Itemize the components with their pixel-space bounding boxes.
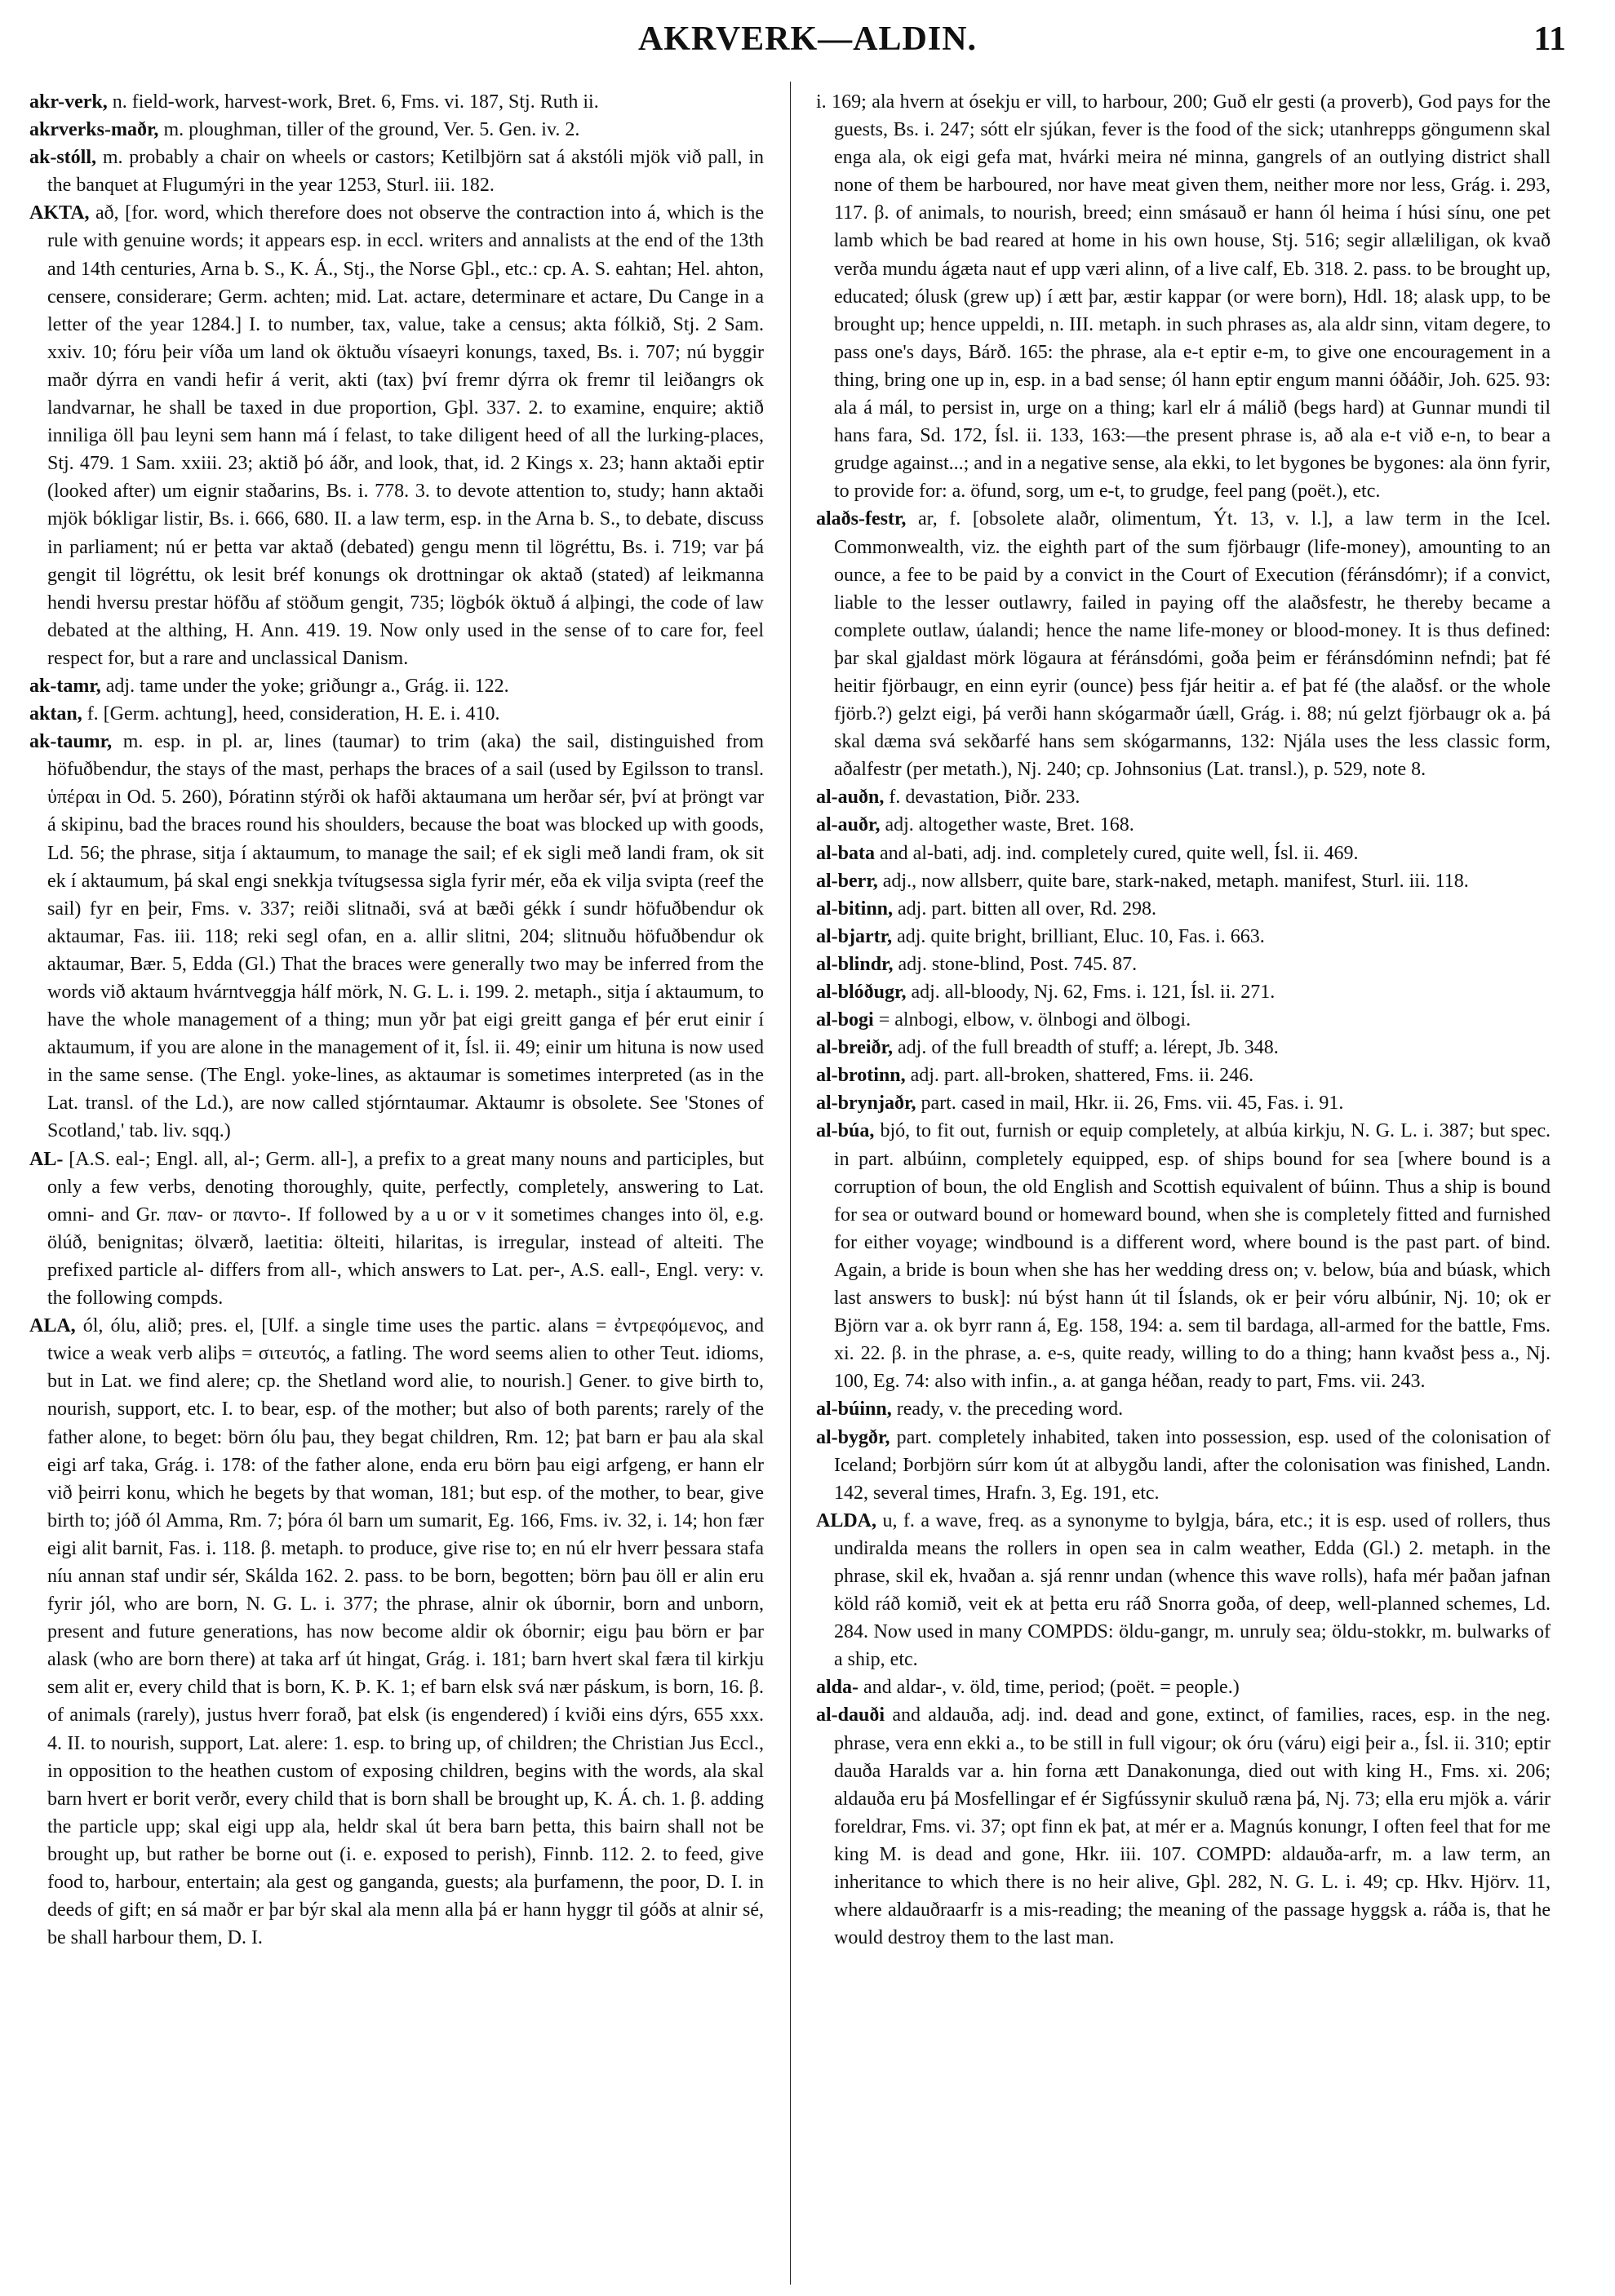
entry-headword: ak-stóll, <box>29 147 97 169</box>
entry-text: adj. altogether waste, Bret. 168. <box>880 814 1134 836</box>
entry-headword: ALDA, <box>816 1509 877 1531</box>
dictionary-entry <box>816 1062 1551 1089</box>
entry-text: and aldar-, v. öld, time, period; (poët. = people.) <box>859 1677 1240 1699</box>
entry-headword: al-auðn, <box>816 787 885 809</box>
dictionary-entry <box>816 840 1551 867</box>
dictionary-entry <box>816 867 1551 895</box>
dictionary-entry <box>29 700 764 728</box>
entry-text: að, [for. word, which therefore does not observe the contraction into á, which is the rule with genuine words; it appears esp. in eccl. writers and annalists at the end of the 13th and 14th centuries, Arna b. S., K. Á., Stj., the Norse Gþl., etc.: cp. A. S. eahtan; Hel. ahton, censere, considerare; Germ. achten; mid. Lat. actare, determinare et actare, Du Cange in a letter of the year 1284.] I. to number, tax, value, take a census; akta fólkið, Stj. 2 Sam. xxiv. 10; fóru þeir víða um land ok öktuðu vísaeyri konungs, taxed, Bs. i. 707; nú byggir maðr dýrra en vandi hefir á verit, akti (tax) því fremr dýrra ok fremr til leiðangrs ok landvarnar, he shall be taxed in due proportion, Gþl. 337. 2. to examine, enquire; aktið inniliga öll þau leyni sem hann má í felast, to take diligent heed of all the lurking-places, Stj. 479. 1 Sam. xxiii. 23; aktið þó áðr, and look, that, id. 2 Kings x. 23; hann aktaði eptir (looked after) um eignir staðarins, Bs. i. 778. 3. to devote attention to, study; hann aktaði mjök bókligar listir, Bs. i. 666, 680. II. a law term, esp. in the Arna b. S., to debate, discuss in parliament; nú er þetta var aktað (debated) gengu menn til lögréttu, Bs. i. 719; var þá gengit til lögréttu, ok lesit bréf konungs ok drottningar ok aktað (stated) af leikmanna hendi hversu prestar höfðu af stöðum gengit, 735; lögbók öktuð á alþingi, the code of law debated at the althing, H. Ann. 419. 19. Now only used in the sense of to care for, feel respect for, but a rare and unclassical Danism. <box>47 202 764 669</box>
entry-text: ar, f. [obsolete alaðr, olimentum, Ýt. 13, v. l.], a law term in the Icel. Commonwealth, viz. the eighth part of the sum fjörbaugr (life-money), amounting to an ounce, a fee to be paid by a convict in the Court of Execution (féránsdómr); if a convict, liable to the lesser outlawry, failed in paying off the alaðsfestr, he thereby became a complete outlaw, úalandi; hence the name life-money or blood-money. It is thus defined: þar skal gjaldast mörk lögaura at féránsdómi, goða þeim er féránsdóminn nefndi; þat fé heitir fjörbaugr, en einn eyrir (ounce) þess fjár heitir a. ef þat fé (the alaðsf. or the whole fjörb.?) gelzt eigi, þá verði hann skógarmaðr úæll, Grág. i. 88; nú gelzt fjörbaugr ok a. þá skal dæma svá sekðarfé hans sem skógarmanns, 132: Njála uses the less classic form, aðalfestr (per metath.), Nj. 240; cp. Johnsonius (Lat. transl.), p. 529, note 8. <box>834 508 1551 781</box>
entry-headword: akr-verk, <box>29 91 108 113</box>
entry-text: ready, v. the preceding word. <box>891 1398 1124 1421</box>
entry-text: and al-bati, adj. ind. completely cured, quite well, Ísl. ii. 469. <box>875 842 1359 864</box>
entry-text: u, f. a wave, freq. as a synonyme to bylgja, bára, etc.; it is esp. used of rollers, thus undiralda means the rollers in open sea in calm weather, Edda (Gl.) 2. metaph. in the phrase, skil ek, hvaðan a. sjá rennr undan (whence this wave rolls), hafa mér þaðan jafnan köld ráð komið, veit ek at þetta eru ráð Snorra goða, of deep, well-planned schemes, Ld. 284. Now used in many COMPDS: öldu-gangr, m. unruly sea; öldu-stokkr, m. bulwarks of a ship, etc. <box>834 1509 1551 1671</box>
entry-headword: alda- <box>816 1677 859 1699</box>
dictionary-entry <box>29 1146 764 1313</box>
left-column <box>29 88 764 2275</box>
dictionary-entry <box>29 672 764 700</box>
entry-headword: al-breiðr, <box>816 1037 893 1059</box>
dictionary-entry <box>816 1089 1551 1117</box>
dictionary-entry <box>816 1117 1551 1395</box>
dictionary-entry <box>816 1424 1551 1507</box>
dictionary-entry <box>816 1006 1551 1034</box>
dictionary-entry <box>816 978 1551 1006</box>
entry-headword: akrverks-maðr, <box>29 119 159 141</box>
dictionary-entry <box>816 783 1551 811</box>
entry-text: adj. stone-blind, Post. 745. 87. <box>893 953 1138 975</box>
entry-text: adj. of the full breadth of stuff; a. lérept, Jb. 348. <box>893 1037 1279 1059</box>
entry-text: adj. quite bright, brilliant, Eluc. 10, Fas. i. 663. <box>892 925 1265 947</box>
entry-text: m. probably a chair on wheels or castors; Ketilbjörn sat á akstóli mjök við pall, in the banquet at Flugumýri in the year 1253, Sturl. iii. 182. <box>47 147 764 197</box>
column-divider <box>790 82 791 2285</box>
right-column <box>816 88 1551 2275</box>
dictionary-entry <box>816 923 1551 951</box>
dictionary-entry <box>816 951 1551 978</box>
dictionary-entry <box>29 199 764 672</box>
dictionary-entry <box>816 505 1551 783</box>
entry-headword: al-búinn, <box>816 1398 892 1421</box>
entry-text: = alnbogi, elbow, v. ölnbogi and ölbogi. <box>873 1009 1191 1031</box>
entry-text: adj. all-bloody, Nj. 62, Fms. i. 121, Ísl. ii. 271. <box>906 982 1276 1003</box>
entry-headword: al-bjartr, <box>816 925 893 947</box>
page-header <box>49 20 1566 69</box>
entry-headword: al-blóðugr, <box>816 982 907 1003</box>
entry-text: m. ploughman, tiller of the ground, Ver. 5. Gen. iv. 2. <box>158 119 580 141</box>
dictionary-entry <box>816 1701 1551 1952</box>
dictionary-entry <box>816 895 1551 923</box>
dictionary-entry <box>816 1395 1551 1423</box>
entry-text: part. completely inhabited, taken into possession, esp. used of the colonisation of Iceland; Þorbjörn súrr kom út at albygðu landi, after the colonisation was finished, Landn. 142, several times, Hrafn. 3, Eg. 191, etc. <box>834 1426 1551 1504</box>
dictionary-entry <box>816 1034 1551 1062</box>
dictionary-entry <box>816 1673 1551 1701</box>
entry-headword: alaðs-festr, <box>816 508 907 530</box>
entry-text: adj., now allsberr, quite bare, stark-naked, metaph. manifest, Sturl. iii. 118. <box>877 870 1469 892</box>
entry-text: i. 169; ala hvern at ósekju er vill, to harbour, 200; Guð elr gesti (a proverb), God pays for the guests, Bs. i. 247; sótt elr sjúkan, fever is the food of the sick; utanhrepps göngumenn skal enga ala, ok eigi gefa mat, hvárki meira né minna, gangrels of an outlying district shall none of them be harboured, nor have meat given them, neither more nor less, Grág. i. 293, 117. β. of animals, to nourish, breed; einn smásauð er hann ól heima í húsi sínu, one pet lamb which be bad reared at home in his own house, Stj. 516; segir allæliligan, ok kvað verða mundu ágæta naut ef upp væri alinn, of a live calf, Eb. 318. 2. pass. to be brought up, educated; ólusk (grew up) í ætt þar, æstir kappar (or were born), Hdl. 18; alask upp, to be brought up; hence uppeldi, n. III. metaph. in such phrases as, ala aldr sinn, vitam degere, to pass one's days, Bárð. 165: the phrase, ala e-t eptir e-m, to give one encouragement in a thing, bring one up in, esp. in a bad sense; ól hann eptir engum manni óðáðir, Joh. 625. 93: ala á mál, to persist in, urge on a thing; karl elr á málið (begs hard) at Gunnar mundi til hans fara, Sd. 172, Ísl. ii. 133, 163:—the present phrase is, að ala e-t við e-n, to bear a grudge against...; and in a negative sense, ala ekki, to let bygones be bygones: ala önn fyrir, to provide for: a. öfund, sorg, um e-t, to grudge, feel pang (poët.), etc. <box>816 91 1551 503</box>
running-head: AKRVERK—ALDIN. <box>637 20 978 58</box>
entry-headword: AL- <box>29 1148 64 1170</box>
dictionary-entry <box>29 88 764 116</box>
entry-text: part. cased in mail, Hkr. ii. 26, Fms. vii. 45, Fas. i. 91. <box>916 1093 1344 1115</box>
entry-text: and aldauða, adj. ind. dead and gone, extinct, of families, races, esp. in the neg. phrase, vera enn ekki a., to be still in full vigour; ok óru (váru) eigi þeir a., Ísl. ii. 310; eptir dauða Haralds var a. hin forna ætt Danakonunga, died out with king H., Fms. xi. 206; aldauða eru þá Mosfellingar ef ér Sigfússynir skuluð ræna þá, Nj. 73; ella eru mjök a. várir foreldrar, Fms. vi. 37; opt finn ek þat, at mér er a. Magnús konungr, I often feel that for me king M. is dead and gone, Hkr. iii. 107. COMPD: aldauða-arfr, m. a law term, an inheritance to which there is no heir alive, Gþl. 282, N. G. L. i. 49; cp. Hkv. Hjörv. 11, where aldauðraarfr is a mis-reading; the meaning of the passage hyggsk a. ráða is, that he would destroy them to the last man. <box>834 1704 1551 1949</box>
entry-headword: al-dauði <box>816 1704 885 1726</box>
entry-text: adj. part. all-broken, shattered, Fms. ii. 246. <box>905 1065 1254 1087</box>
dictionary-entry <box>29 144 764 199</box>
page-number: 11 <box>1533 20 1566 58</box>
entry-headword: al-bata <box>816 842 875 864</box>
dictionary-entry <box>29 116 764 144</box>
dictionary-entry <box>816 88 1551 505</box>
entry-text: n. field-work, harvest-work, Bret. 6, Fms. vi. 187, Stj. Ruth ii. <box>107 91 599 113</box>
dictionary-entry <box>816 1507 1551 1674</box>
entry-text: m. esp. in pl. ar, lines (taumar) to trim (aka) the sail, distinguished from höfuðbendur, the stays of the mast, perhaps the braces of a sail (used by Egilsson to transl. ὑπέραι in Od. 5. 260), Þóratinn stýrði ok hafði aktaumana um herðar sér, því at þröngt var á skipinu, bad the braces round his shoulders, because the boat was blocked up with goods, Ld. 56; the phrase, sitja í aktaumum, to manage the sail; ef ek sigli með landi fram, ok sit ek í aktaumum, þá skal engi snekkja tvítugsessa sigla fyrir mér, eða ek vilja svipta (reef the sail) fyr en þeir, Fms. v. 337; reiði slitnaði, svá at bæði gékk í sundr höfuðbendur ok aktaumar, Fas. iii. 118; reki segl ofan, en a. allir slitni, 204; slitnuðu höfuðbendur ok aktaumar, Bær. 5, Edda (Gl.) That the braces were generally two may be inferred from the words við aktaum hvárntveggja hálf mörk, N. G. L. i. 199. 2. metaph., sitja í aktaumum, to have the whole management of a thing; mun yðr þat eigi greitt ganga ef þér erut einir í aktaumum, if you are alone in the management of it, Ísl. ii. 49; einir um hituna is now used in the same sense. (The Engl. yoke-lines, as aktaumar is sometimes interpreted (as in the Lat. transl. of the Ld.), are now called stjórntaumar. Aktaumr is obsolete. See 'Stones of Scotland,' tab. liv. sqq.) <box>47 731 764 1142</box>
entry-headword: al-berr, <box>816 870 878 892</box>
entry-text: adj. tame under the yoke; griðungr a., Grág. ii. 122. <box>100 675 509 697</box>
entry-headword: al-bitinn, <box>816 898 894 920</box>
entry-text: f. [Germ. achtung], heed, consideration, H. E. i. 410. <box>82 703 500 725</box>
entry-headword: al-brotinn, <box>816 1065 906 1087</box>
entry-text: f. devastation, Þiðr. 233. <box>884 787 1080 809</box>
entry-headword: al-brynjaðr, <box>816 1093 916 1115</box>
dictionary-entry <box>816 811 1551 839</box>
entry-headword: aktan, <box>29 703 82 725</box>
entry-headword: ALA, <box>29 1315 76 1337</box>
entry-text: [A.S. eal-; Engl. all, al-; Germ. all-], a prefix to a great many nouns and participles, but only a few verbs, denoting thoroughly, quite, perfectly, completely, answering to Lat. omni- and Gr. παν- or παντο-. If followed by a u or v it sometimes changes into öl, e.g. ölúð, benignitas; ölværð, laetitia: ölteiti, hilaritas, is irregular, instead of alteiti. The prefixed particle al- differs from all-, which answers to Lat. per-, A.S. eall-, Engl. very: v. the following compds. <box>47 1148 764 1310</box>
entry-headword: ak-taumr, <box>29 731 113 753</box>
entry-headword: al-blindr, <box>816 953 894 975</box>
entry-headword: al-auðr, <box>816 814 881 836</box>
entry-text: bjó, to fit out, furnish or equip completely, at albúa kirkju, N. G. L. i. 387; but spec. in part. albúinn, completely equipped, esp. of ships bound for sea [where bound is a corruption of boun, the old English and Scottish equivalent of búinn. Thus a ship is bound for sea or outward bound or homeward bound, when she is completely fitted and furnished for either voyage; windbound is a different word, where bound is the past part. of bind. Again, a bride is boun when she has her wedding dress on; v. below, búa and búask, which last answers to busk]: nú býst hann út til Íslands, ok er þeir vóru albúnir, Nj. 10; ok er Björn var a. ok byrr rann á, Eg. 158, 194: a. sem til bardaga, all-armed for the battle, Fms. xi. 22. β. in the phrase, a. e-s, quite ready, willing to do a thing; hann kvaðst þess a., Nj. 100, Eg. 74: also with infin., a. at ganga héðan, ready to part, Fms. vii. 243. <box>834 1120 1551 1393</box>
entry-text: adj. part. bitten all over, Rd. 298. <box>893 898 1156 920</box>
entry-headword: ak-tamr, <box>29 675 101 697</box>
entry-headword: al-bogi <box>816 1009 874 1031</box>
entry-headword: AKTA, <box>29 202 90 224</box>
dictionary-entry <box>29 1312 764 1952</box>
entry-text: ól, ólu, alið; pres. el, [Ulf. a single time uses the partic. alans = ἐντρεφόμενος, and twice a weak verb aliþs = σιτευτός, a fatling. The word seems alien to other Teut. idioms, but in Lat. we find alere; cp. the Shetland word alie, to nourish.] Gener. to give birth to, nourish, support, etc. I. to bear, esp. of the mother; but also of both parents; rarely of the father alone, to beget: börn ólu þau, they begat children, Rm. 12; þat barn er þau ala skal eigi arf taka, Grág. i. 178: of the father alone, enda eru börn þau eigi arfgeng, er hann elr við þeirri konu, which he begets by that woman, 181; but esp. of the mother, to bear, give birth to; jóð ól Amma, Rm. 7; þóra ól barn um sumarit, Eg. 166, Fms. iv. 32, i. 14; hon fær eigi alit barnit, Fas. i. 118. β. metaph. to produce, give rise to; en nú elr hverr þessara stafa níu annan staf undir sér, Skálda 162. 2. pass. to be born, begotten; börn þau öll er alin eru fyrir jól, who are born, N. G. L. i. 377; the phrase, alnir ok úbornir, born and unborn, present and future generations, has now become aldir ok óbornir; eigu þau börn er þar alask (who are born there) at taka arf út hingat, Grág. i. 181; barn hvert skal færa til kirkju sem alit er, every child that is born, K. Þ. K. 1; ef barn elsk svá nær páskum, is born, 16. β. of animals (rarely), justus hverr forað, þat elsk (is engendered) í kviði eins dýrs, 655 xxx. 4. II. to nourish, support, Lat. alere: 1. esp. to bring up, of children; the Christian Jus Eccl., in opposition to the heathen custom of exposing children, begins with the words, ala skal barn hvert er borit verðr, every child that is born shall be brought up, K. Á. ch. 1. β. adding the particle upp; skal eigi upp ala, heldr skal út bera barn þetta, this bairn shall not be brought up, but rather be borne out (i. e. exposed to perish), Finnb. 112. 2. to feed, give food to, harbour, entertain; ala gest og ganganda, guests; ala þurfamenn, the poor, D. I. in deeds of gift; en sá maðr er þar býr skal ala menn alla þá er hann hyggr til góðs at alnir sé, be shall harbour them, D. I. <box>47 1315 764 1949</box>
dictionary-entry <box>29 728 764 1145</box>
entry-headword: al-bygðr, <box>816 1426 890 1448</box>
entry-headword: al-búa, <box>816 1120 875 1142</box>
